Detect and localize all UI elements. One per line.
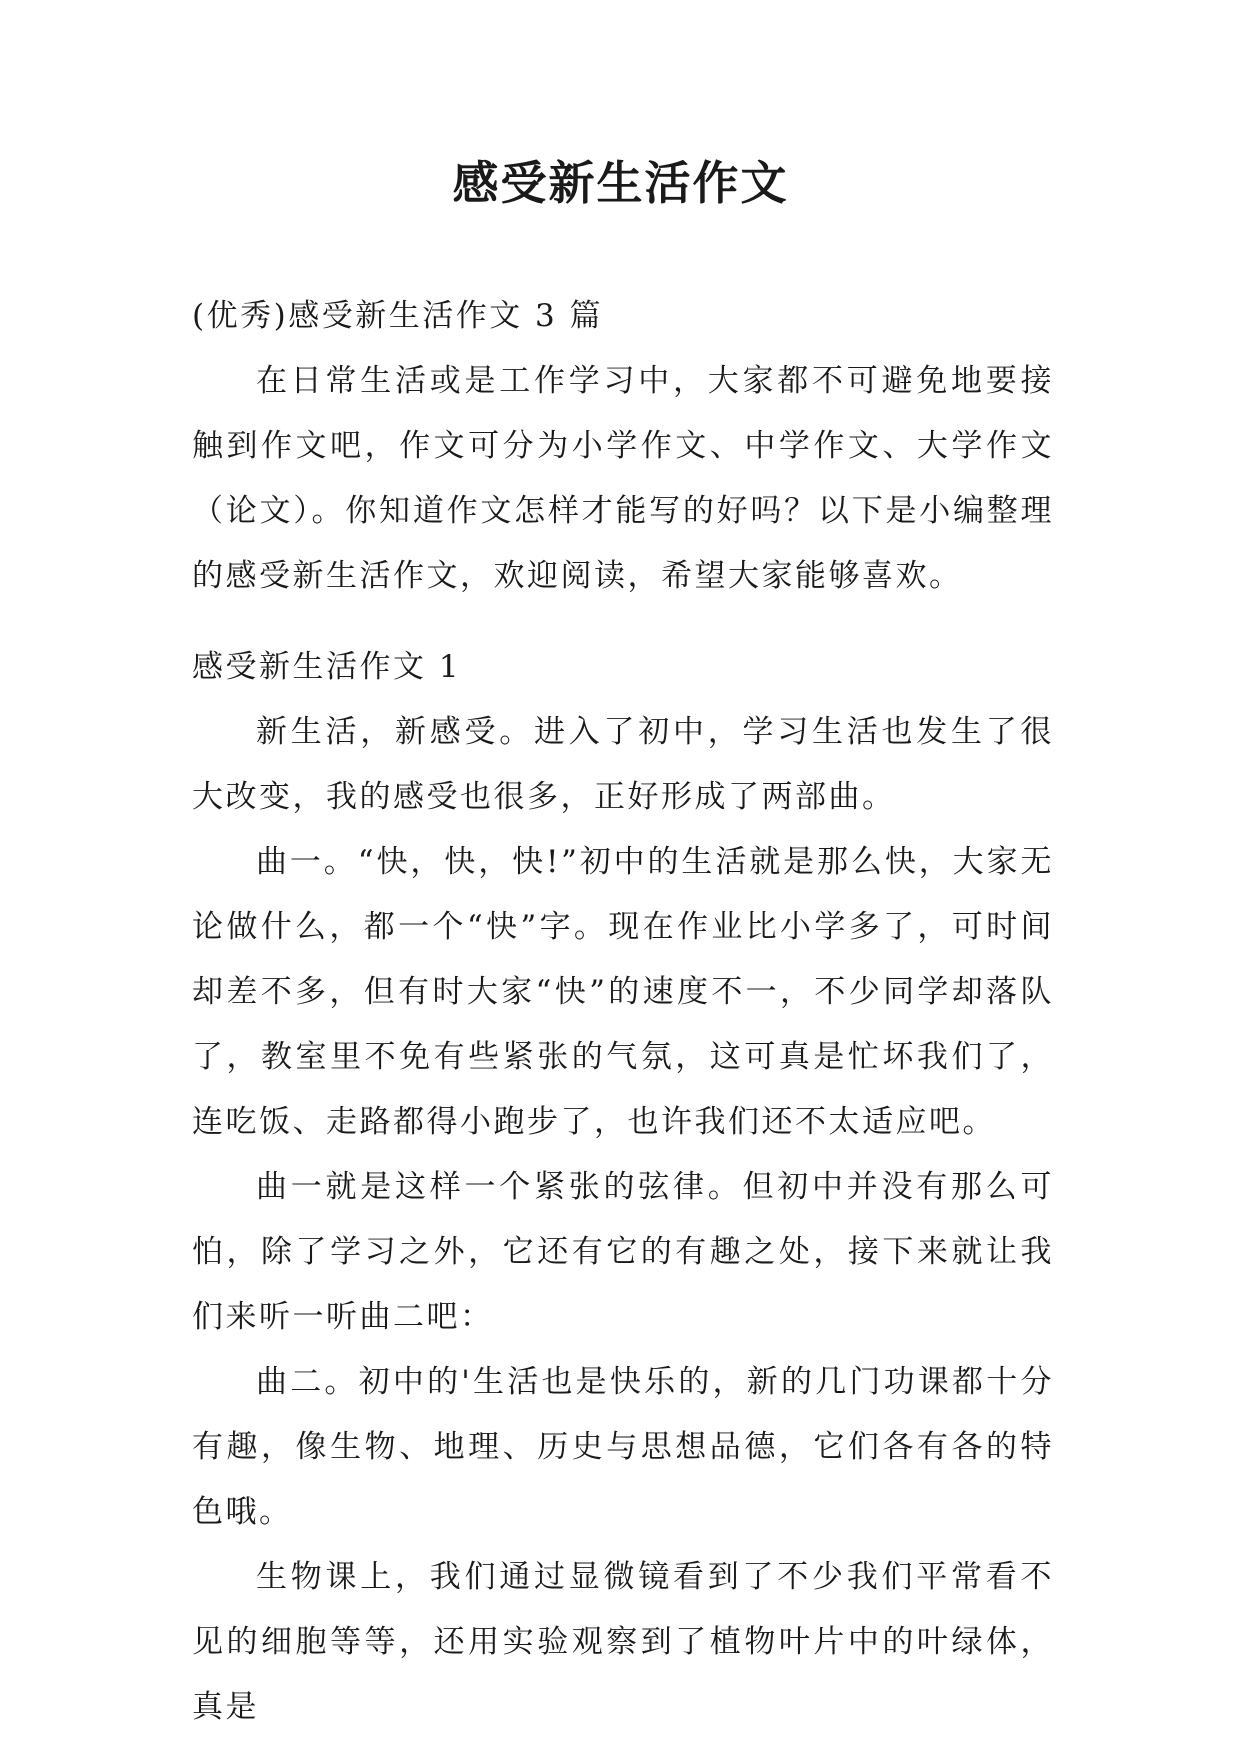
body-paragraph: 曲二。初中的'生活也是快乐的，新的几门功课都十分有趣，像生物、地理、历史与思想品德，它们各有各的特色哦。 [192, 1364, 1054, 1530]
document-body [192, 284, 1054, 1740]
document-subtitle: (优秀)感受新生活作文 3 篇 [192, 298, 604, 334]
body-paragraph: 曲一。“快，快，快!”初中的生活就是那么快，大家无论做什么，都一个“快”字。现在作业比小学多了，可时间却差不多，但有时大家“快”的速度不一，不少同学却落队了，教室里不免有些紧张的气氛，这可真是忙坏我们了，连吃饭、走路都得小跑步了，也许我们还不太适应吧。 [192, 844, 1054, 1140]
body-paragraph: 新生活，新感受。进入了初中，学习生活也发生了很大改变，我的感受也很多，正好形成了两部曲。 [192, 714, 1054, 815]
section-heading: 感受新生活作文 1 [192, 649, 462, 685]
body-paragraph: 曲一就是这样一个紧张的弦律。但初中并没有那么可怕，除了学习之外，它还有它的有趣之处，接下来就让我们来听一听曲二吧： [192, 1169, 1054, 1335]
intro-paragraph: 在日常生活或是工作学习中，大家都不可避免地要接触到作文吧，作文可分为小学作文、中学作文、大学作文（论文）。你知道作文怎样才能写的好吗？以下是小编整理的感受新生活作文，欢迎阅读，希望大家能够喜欢。 [192, 363, 1054, 594]
document-title: 感受新生活作文 [452, 156, 789, 210]
body-paragraph: 生物课上，我们通过显微镜看到了不少我们平常看不见的细胞等等，还用实验观察到了植物叶片中的叶绿体，真是 [192, 1559, 1054, 1725]
section-gap [192, 609, 1054, 635]
